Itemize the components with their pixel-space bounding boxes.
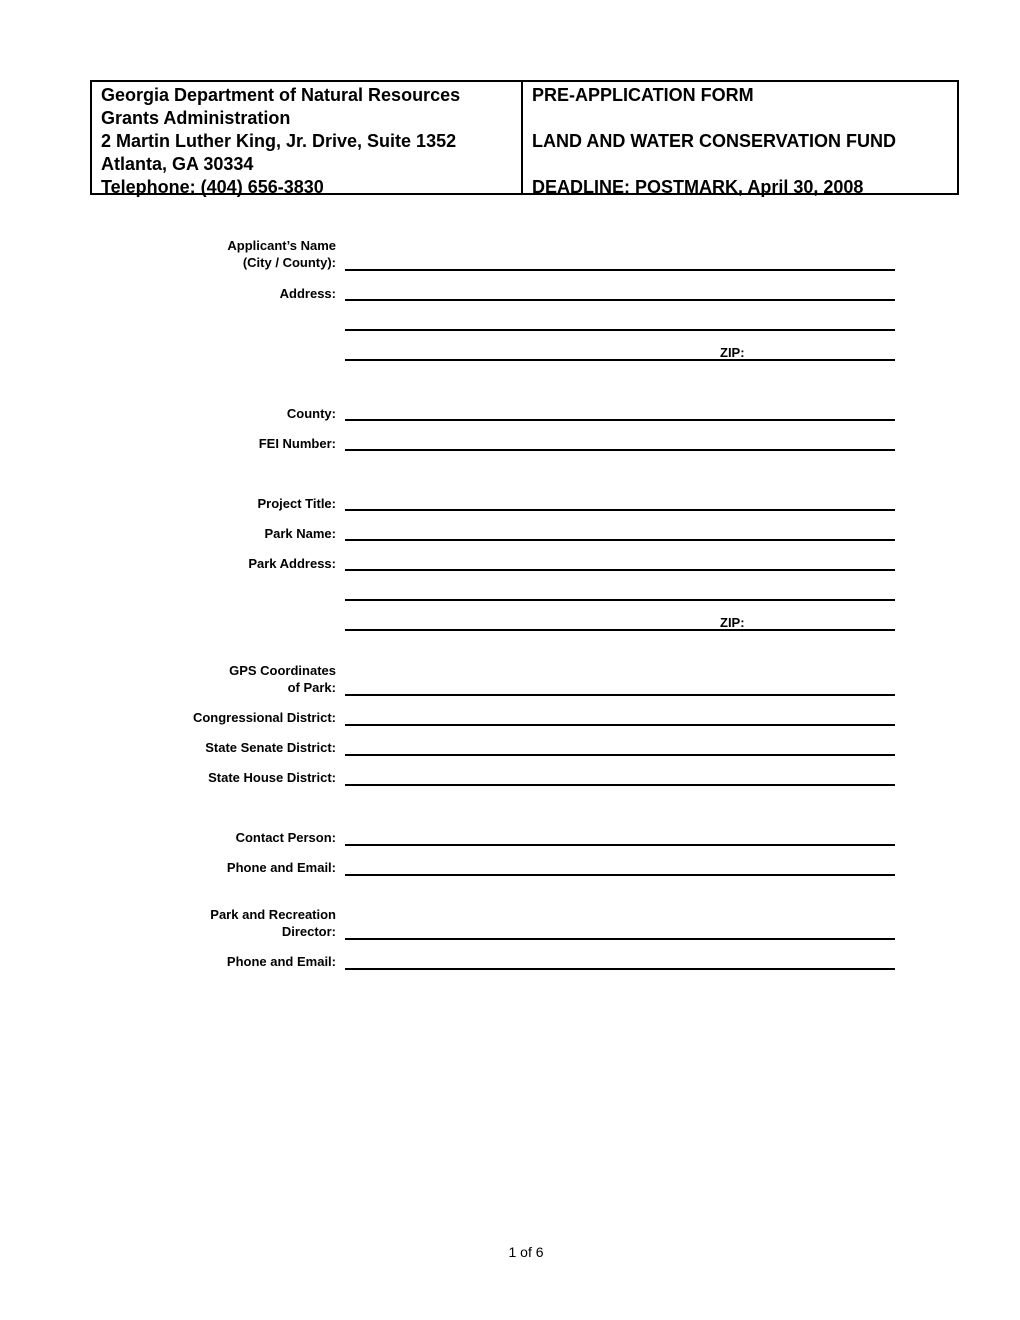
form-info	[523, 82, 957, 197]
spacer	[532, 153, 957, 176]
contact-person-label: Contact Person:	[235, 830, 336, 845]
fund-name: LAND AND WATER CONSERVATION FUND	[532, 131, 896, 151]
park-director-label	[210, 906, 336, 940]
fei-number-field[interactable]	[345, 449, 895, 451]
gps-field[interactable]	[345, 694, 895, 696]
agency-city: Atlanta, GA 30334	[101, 154, 254, 174]
park-director-field[interactable]	[345, 938, 895, 940]
project-title-label: Project Title:	[257, 496, 336, 511]
county-label: County:	[286, 406, 336, 421]
zip-label: ZIP:	[720, 345, 745, 360]
applicant-name-label	[227, 237, 336, 271]
park-name-label: Park Name:	[264, 526, 336, 541]
applicant-name-field[interactable]	[345, 269, 895, 271]
director-phone-email-label: Phone and Email:	[226, 954, 336, 969]
address-field-line1[interactable]	[345, 299, 895, 301]
applicant-name-label-line1: Applicant’s Name	[227, 238, 336, 253]
contact-phone-email-label: Phone and Email:	[226, 860, 336, 875]
congressional-district-label: Congressional District:	[192, 710, 336, 725]
gps-label	[229, 662, 336, 696]
project-title-field[interactable]	[345, 509, 895, 511]
applicant-name-label-line2: (City / County):	[242, 255, 336, 270]
congressional-district-field[interactable]	[345, 724, 895, 726]
address-label: Address:	[279, 286, 336, 301]
header-box	[90, 80, 959, 195]
page-number: 1 of 6	[508, 1244, 544, 1260]
contact-person-field[interactable]	[345, 844, 895, 846]
gps-label-line1: GPS Coordinates	[229, 663, 336, 678]
park-address-field-line1[interactable]	[345, 569, 895, 571]
park-director-label-line2: Director:	[281, 924, 336, 939]
contact-phone-email-field[interactable]	[345, 874, 895, 876]
state-house-district-field[interactable]	[345, 784, 895, 786]
form-title: PRE-APPLICATION FORM	[532, 85, 754, 105]
agency-info	[92, 82, 523, 197]
state-house-district-label: State House District:	[208, 770, 336, 785]
agency-phone: Telephone: (404) 656-3830	[101, 177, 324, 197]
park-address-label: Park Address:	[248, 556, 336, 571]
deadline: DEADLINE: POSTMARK, April 30, 2008	[532, 177, 864, 197]
agency-division: Grants Administration	[101, 108, 291, 128]
park-address-field-line2[interactable]	[345, 599, 895, 601]
park-address-field-line3[interactable]	[345, 629, 895, 631]
spacer	[532, 107, 957, 130]
fei-number-label: FEI Number:	[258, 436, 336, 451]
agency-street: 2 Martin Luther King, Jr. Drive, Suite 1352	[101, 131, 457, 151]
address-field-line3[interactable]	[345, 359, 895, 361]
park-director-label-line1: Park and Recreation	[210, 907, 336, 922]
state-senate-district-label: State Senate District:	[205, 740, 336, 755]
county-field[interactable]	[345, 419, 895, 421]
park-zip-label: ZIP:	[720, 615, 745, 630]
address-field-line2[interactable]	[345, 329, 895, 331]
director-phone-email-field[interactable]	[345, 968, 895, 970]
park-name-field[interactable]	[345, 539, 895, 541]
state-senate-district-field[interactable]	[345, 754, 895, 756]
agency-name: Georgia Department of Natural Resources	[101, 85, 461, 105]
gps-label-line2: of Park:	[287, 680, 336, 695]
